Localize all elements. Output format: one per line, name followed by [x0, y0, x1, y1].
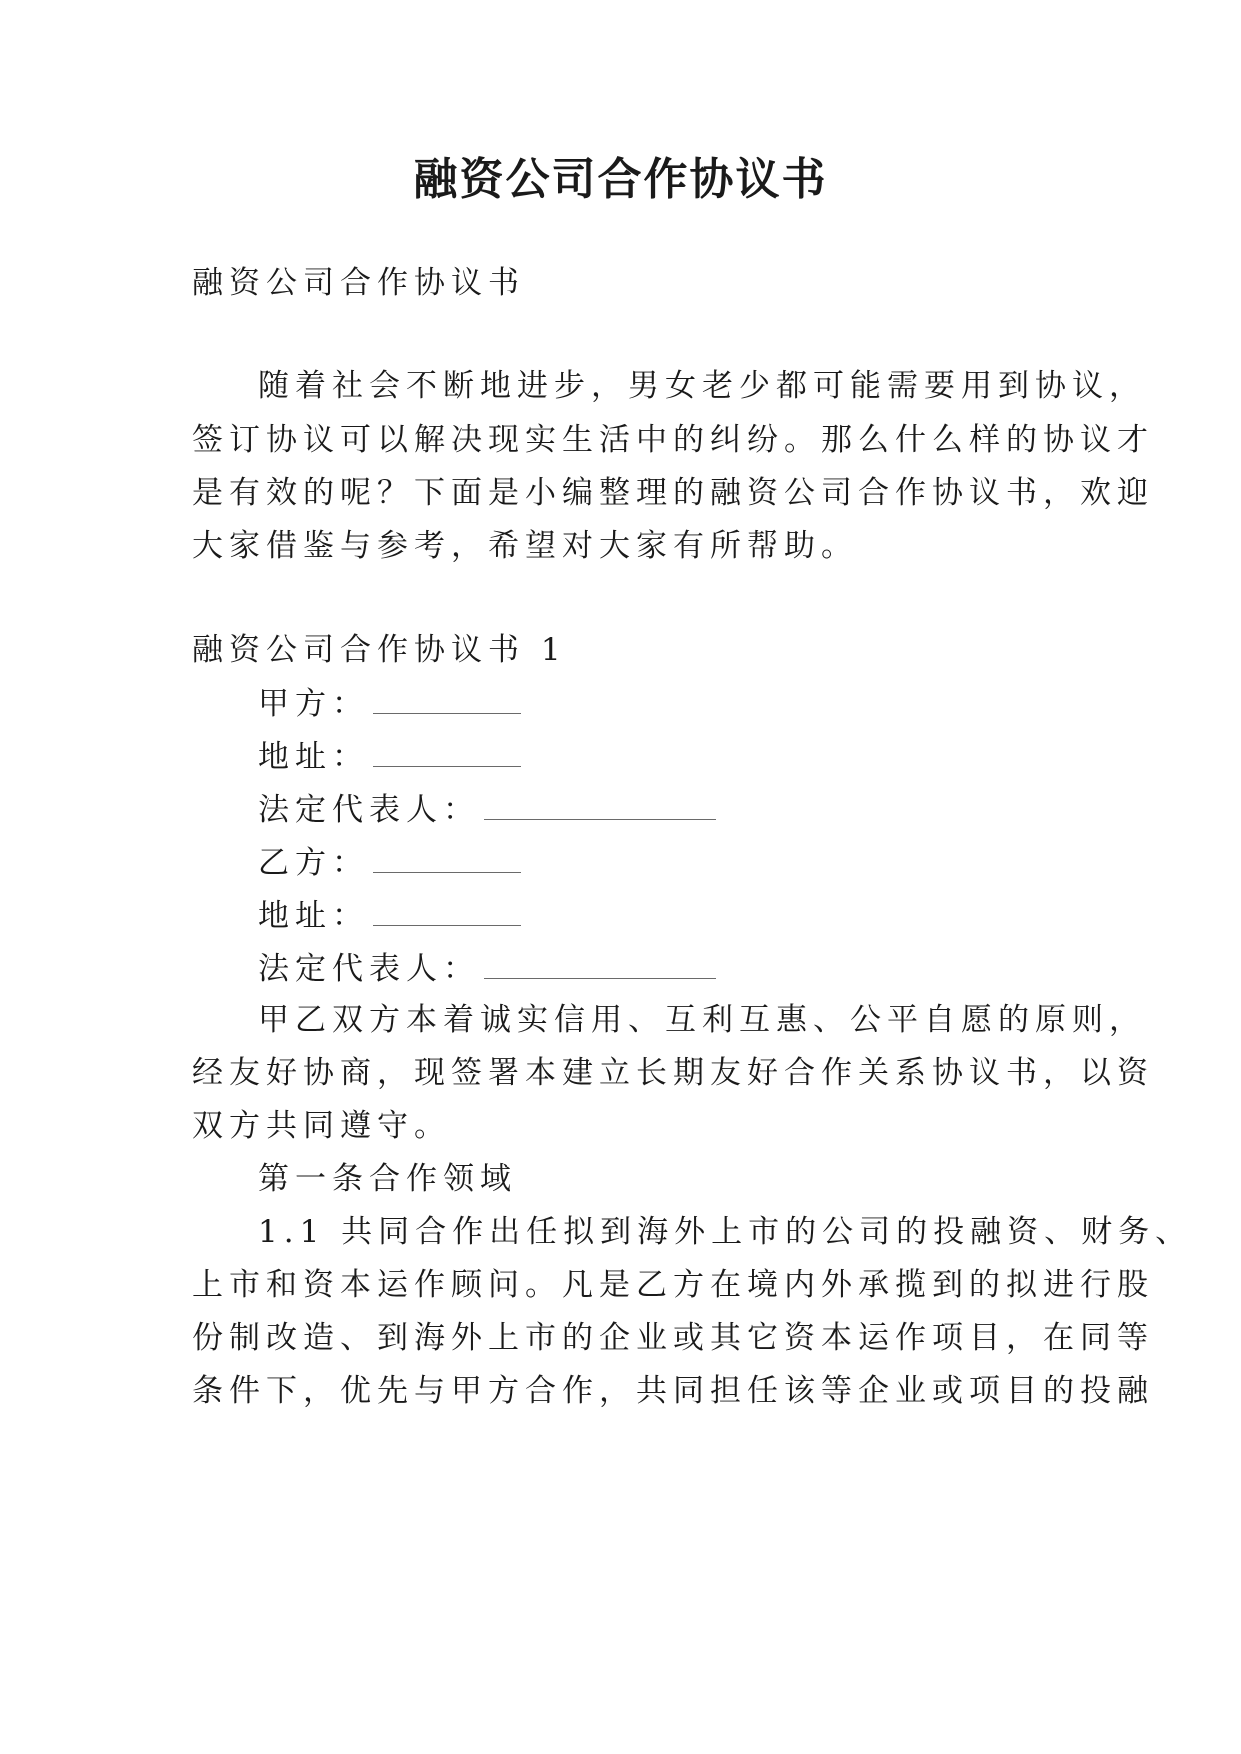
- intro-line-2: 签订协议可以解决现实生活中的纠纷。那么什么样的协议才: [192, 422, 1154, 458]
- intro-line-1: 随着社会不断地进步，男女老少都可能需要用到协议，: [258, 368, 1146, 404]
- party-a-rep-blank: [484, 789, 716, 820]
- clause-1-1-line-1: 1.1 共同合作出任拟到海外上市的公司的投融资、财务、: [258, 1214, 1193, 1250]
- principle-line-1: 甲乙双方本着诚实信用、互利互惠、公平自愿的原则，: [258, 1002, 1146, 1038]
- party-a-blank: [373, 683, 521, 714]
- party-b-address-field: [258, 895, 1118, 936]
- section-heading: 融资公司合作协议书 1: [192, 632, 567, 668]
- party-b-rep-field: [258, 948, 1118, 989]
- party-a-rep-label: 法定代表人：: [258, 792, 480, 828]
- party-a-field: [258, 683, 1118, 724]
- party-a-address-label: 地址：: [258, 739, 369, 775]
- party-b-label: 乙方：: [258, 845, 369, 881]
- clause-1-1-line-3: 份制改造、到海外上市的企业或其它资本运作项目，在同等: [192, 1320, 1154, 1356]
- party-b-field: [258, 842, 1118, 883]
- party-a-address-blank: [373, 736, 521, 767]
- intro-line-4: 大家借鉴与参考，希望对大家有所帮助。: [192, 528, 858, 564]
- principle-line-3: 双方共同遵守。: [192, 1108, 451, 1144]
- clause-1-1-line-4: 条件下，优先与甲方合作，共同担任该等企业或项目的投融: [192, 1373, 1154, 1409]
- clause-1-1-line-2: 上市和资本运作顾问。凡是乙方在境内外承揽到的拟进行股: [192, 1267, 1154, 1303]
- article-1-heading: 第一条合作领域: [258, 1161, 517, 1197]
- party-b-address-blank: [373, 895, 521, 926]
- document-title: 融资公司合作协议书: [413, 154, 828, 205]
- principle-line-2: 经友好协商，现签署本建立长期友好合作关系协议书，以资: [192, 1055, 1154, 1091]
- party-a-address-field: [258, 736, 1118, 777]
- intro-line-3: 是有效的呢？下面是小编整理的融资公司合作协议书，欢迎: [192, 475, 1154, 511]
- party-b-rep-label: 法定代表人：: [258, 951, 480, 987]
- party-b-address-label: 地址：: [258, 898, 369, 934]
- document-subtitle: 融资公司合作协议书: [192, 265, 525, 301]
- party-b-blank: [373, 842, 521, 873]
- party-a-label: 甲方：: [258, 686, 369, 722]
- party-b-rep-blank: [484, 948, 716, 979]
- party-a-rep-field: [258, 789, 1118, 830]
